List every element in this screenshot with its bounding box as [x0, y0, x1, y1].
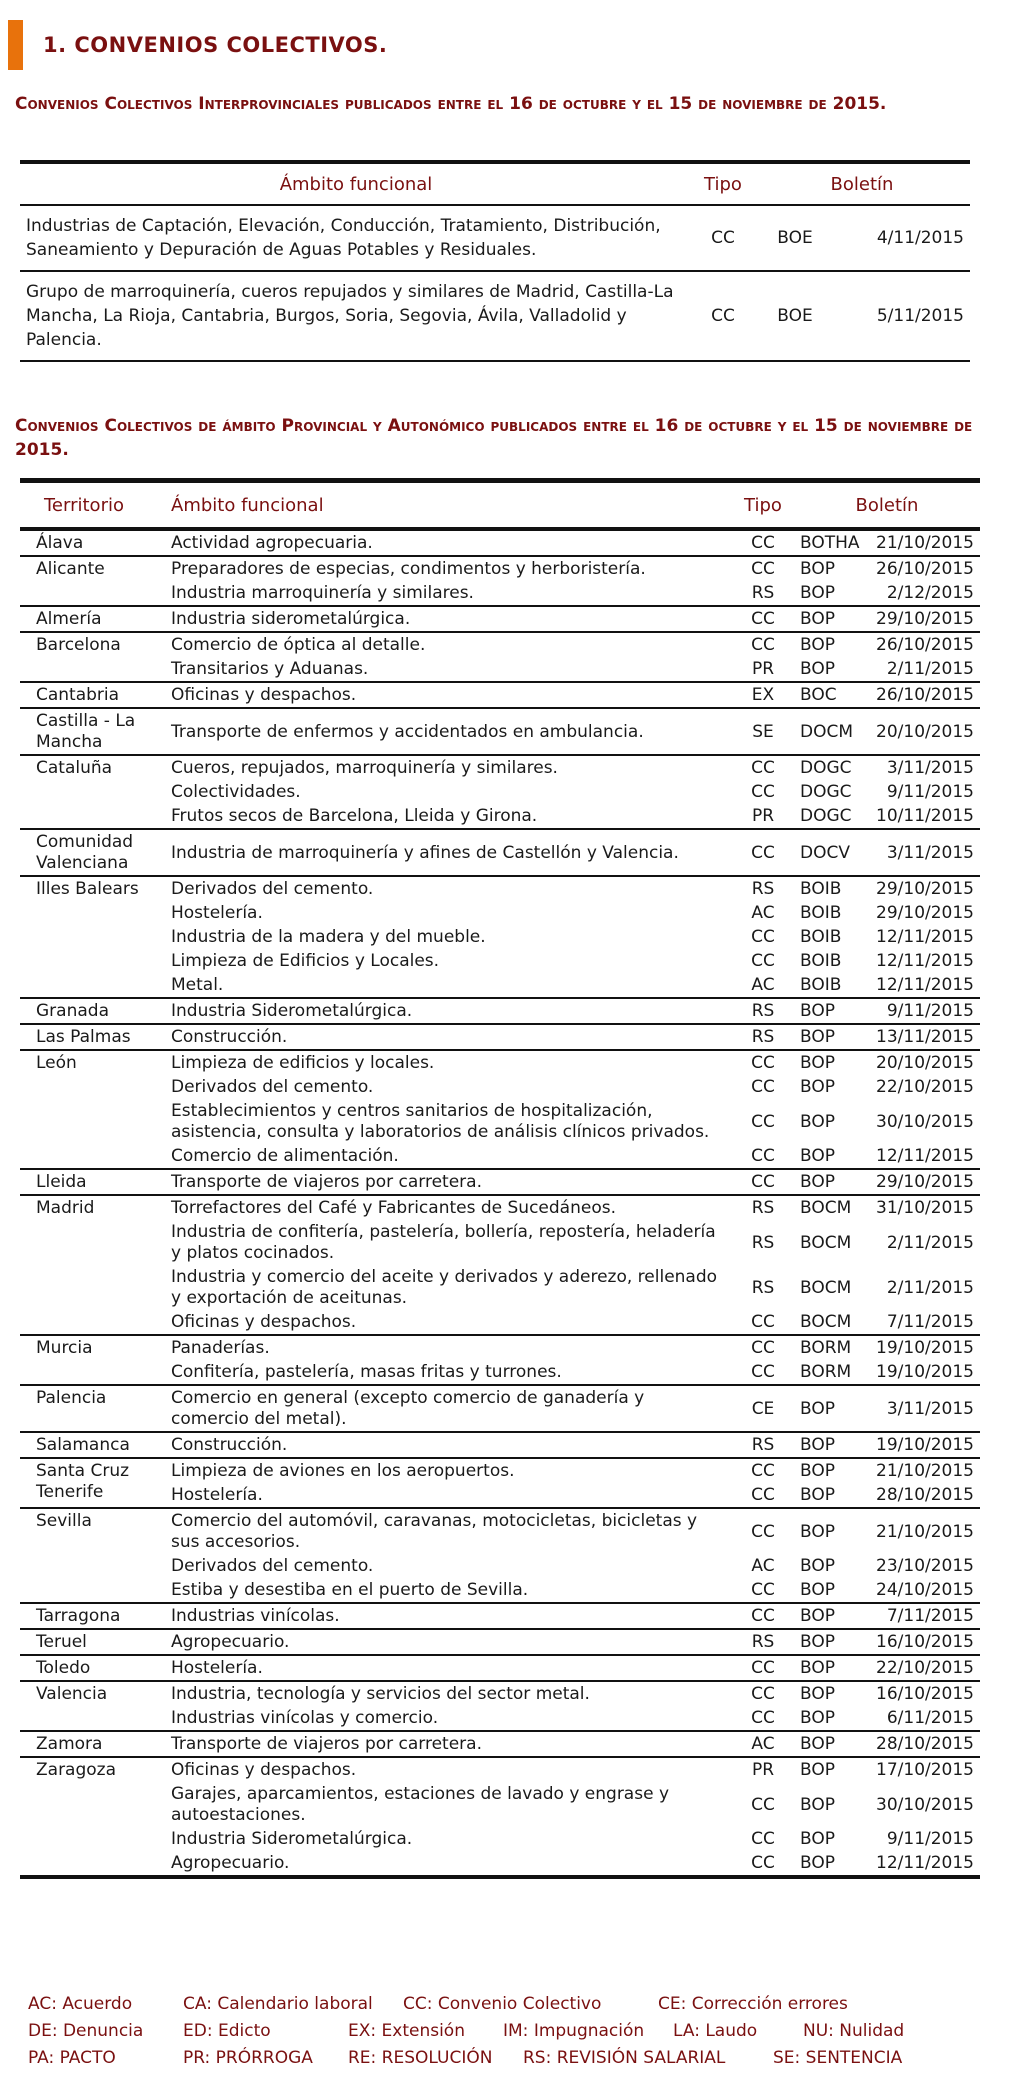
- fecha-cell: 9/11/2015: [886, 1829, 974, 1849]
- fecha-cell: 21/10/2015: [868, 1458, 980, 1483]
- table-row: [20, 556, 980, 581]
- col-boletin-header: Boletín: [754, 162, 970, 205]
- ambito-cell: Industrias vinícolas.: [165, 1603, 732, 1629]
- tipo-cell: AC: [751, 975, 775, 995]
- tipo-cell: CC: [732, 1655, 794, 1681]
- ambito-cell: Colectividades.: [171, 782, 301, 802]
- table-row: [20, 755, 980, 780]
- ambito-cell: Comercio en general (excepto comercio de ganadería y comercio del metal).: [165, 1385, 732, 1432]
- ambito-cell: Industria de marroquinería y afines de Castellón y Valencia.: [165, 829, 732, 876]
- legend-row: [28, 2017, 1008, 2044]
- legend-item: PA: PACTO: [28, 2047, 116, 2068]
- boletin-cell: BOP: [794, 1458, 868, 1483]
- boletin-cell: BOP: [800, 1077, 835, 1097]
- ambito-cell: Transitarios y Aduanas.: [171, 659, 369, 679]
- fecha-cell: 12/11/2015: [876, 1853, 974, 1873]
- boletin-cell: BOIB: [800, 927, 842, 947]
- tipo-cell: CC: [732, 1603, 794, 1629]
- boletin-cell: BOP: [794, 1385, 868, 1432]
- boletin-cell: BOP: [794, 1050, 868, 1075]
- table-row: [20, 708, 980, 755]
- boletin-cell: DOGC: [800, 806, 852, 826]
- territorio-cell: Tarragona: [20, 1603, 165, 1629]
- table-row: [20, 205, 970, 271]
- ambito-cell: Estiba y desestiba en el puerto de Sevilla.: [171, 1580, 529, 1600]
- boletin-cell: BOP: [800, 1485, 835, 1505]
- prov-table: [20, 478, 980, 1879]
- tipo-cell: CC: [751, 927, 775, 947]
- boletin-cell: BOP: [794, 556, 868, 581]
- fecha-cell: 3/11/2015: [868, 829, 980, 876]
- boletin-cell: BOCM: [800, 1312, 852, 1332]
- ambito-cell: Transporte de viajeros por carretera.: [165, 1169, 732, 1195]
- fecha-cell: 30/10/2015: [876, 1111, 974, 1132]
- tipo-cell: AC: [751, 903, 775, 923]
- tipo-cell: CC: [751, 1362, 775, 1382]
- fecha-cell: 19/10/2015: [868, 1335, 980, 1360]
- prov-table-header: [20, 481, 980, 530]
- fecha-cell: 2/12/2015: [886, 583, 974, 603]
- tipo-cell: RS: [732, 998, 794, 1024]
- table-row: [20, 1458, 980, 1483]
- territorio-cell: Las Palmas: [20, 1024, 165, 1050]
- legend-item: DE: Denuncia: [28, 2020, 144, 2041]
- ambito-cell: Construcción.: [165, 1024, 732, 1050]
- tipo-cell: CC: [751, 533, 775, 553]
- boletin-cell: DOGC: [800, 782, 852, 802]
- boletin-cell: BOP: [794, 632, 868, 657]
- tipo-cell: CC: [751, 1485, 775, 1505]
- tipo-cell: CC: [732, 755, 794, 780]
- territorio-cell: León: [20, 1050, 165, 1169]
- tipo-cell: CC: [751, 782, 775, 802]
- boletin-cell: BOP: [800, 1708, 835, 1728]
- boletin-cell: BOP: [794, 1655, 868, 1681]
- tipo-cell: RS: [732, 1432, 794, 1458]
- table-row: [20, 1335, 980, 1360]
- ambito-cell: Comercio de óptica al detalle.: [165, 632, 732, 657]
- fecha-cell: 28/10/2015: [868, 1731, 980, 1757]
- boletin-cell: BOCM: [800, 1277, 852, 1298]
- ambito-cell: Torrefactores del Café y Fabricantes de Sucedáneos.: [165, 1195, 732, 1220]
- tipo-cell: PR: [751, 659, 775, 679]
- table-row: [20, 606, 980, 632]
- ambito-cell: Industria de la madera y del mueble.: [171, 927, 486, 947]
- section-accent-bar: [8, 20, 23, 70]
- fecha-cell: 23/10/2015: [876, 1556, 974, 1576]
- boletin-cell: BOTHA: [800, 533, 860, 553]
- tipo-cell: CC: [732, 556, 794, 581]
- ambito-cell: Limpieza de aviones en los aeropuertos.: [165, 1458, 732, 1483]
- col-tipo-header: Tipo: [692, 162, 754, 205]
- table-row: [20, 1629, 980, 1655]
- table-row: [20, 1195, 980, 1220]
- legend-item: CE: Corrección errores: [658, 1993, 848, 2014]
- boletin-cell: BOCM: [794, 1195, 868, 1220]
- ambito-cell: Industria y comercio del aceite y derivados y aderezo, rellenado y exportación de aceitunas.: [171, 1267, 718, 1308]
- col-ambito-header: Ámbito funcional: [165, 481, 732, 530]
- legend-item: CC: Convenio Colectivo: [403, 1993, 602, 2014]
- table-row: [20, 829, 980, 876]
- fecha-cell: 31/10/2015: [868, 1195, 980, 1220]
- table-row: [20, 1681, 980, 1706]
- boletin-cell: BOIB: [800, 951, 842, 971]
- tipo-cell: CC: [751, 951, 775, 971]
- fecha-cell: 12/11/2015: [876, 927, 974, 947]
- table-row: [20, 271, 970, 361]
- table-row: [20, 1731, 980, 1757]
- section-title: 1. CONVENIOS COLECTIVOS.: [43, 33, 388, 57]
- fecha-cell: 22/10/2015: [868, 1655, 980, 1681]
- boletin-cell: BOP: [800, 1794, 835, 1815]
- ambito-cell: Comercio del automóvil, caravanas, motocicletas, bicicletas y sus accesorios.: [165, 1508, 732, 1554]
- fecha-cell: 19/10/2015: [876, 1362, 974, 1382]
- fecha-cell: 20/10/2015: [868, 708, 980, 755]
- ambito-cell: Industria Siderometalúrgica.: [165, 998, 732, 1024]
- boletin-cell: BOP: [794, 1629, 868, 1655]
- fecha-cell: 9/11/2015: [886, 782, 974, 802]
- boletin-cell: BOP: [794, 1603, 868, 1629]
- ambito-cell: Limpieza de Edificios y Locales.: [171, 951, 440, 971]
- tipo-cell: CE: [732, 1385, 794, 1432]
- territorio-cell: Salamanca: [20, 1432, 165, 1458]
- table-row: [20, 1603, 980, 1629]
- territorio-cell: Lleida: [20, 1169, 165, 1195]
- fecha-cell: 7/11/2015: [886, 1312, 974, 1332]
- boletin-cell: BOP: [800, 1146, 835, 1166]
- boletin-cell: BOE: [754, 271, 836, 361]
- ambito-cell: Actividad agropecuaria.: [171, 533, 373, 553]
- fecha-cell: 29/10/2015: [868, 876, 980, 901]
- table-row: [20, 876, 980, 901]
- legend-item: IM: Impugnación: [503, 2020, 645, 2041]
- table-row: [20, 1024, 980, 1050]
- fecha-cell: 4/11/2015: [876, 228, 964, 248]
- territorio-cell: Álava: [36, 533, 84, 553]
- tipo-cell: CC: [751, 1580, 775, 1600]
- territorio-cell: Barcelona: [20, 632, 165, 682]
- fecha-cell: 22/10/2015: [876, 1077, 974, 1097]
- tipo-cell: SE: [732, 708, 794, 755]
- boletin-cell: BOP: [800, 1829, 835, 1849]
- fecha-cell: 3/11/2015: [868, 1385, 980, 1432]
- tipo-cell: CC: [732, 1050, 794, 1075]
- fecha-cell: 29/10/2015: [868, 1169, 980, 1195]
- fecha-cell: 24/10/2015: [876, 1580, 974, 1600]
- legend-item: PR: PRÓRROGA: [183, 2047, 313, 2068]
- fecha-cell: 6/11/2015: [886, 1708, 974, 1728]
- table-row: [20, 1050, 980, 1075]
- tipo-cell: CC: [692, 271, 754, 361]
- ambito-cell: Hostelería.: [165, 1655, 732, 1681]
- boletin-cell: BOP: [794, 1024, 868, 1050]
- territorio-cell: Cataluña: [20, 755, 165, 829]
- fecha-cell: 26/10/2015: [868, 632, 980, 657]
- tipo-cell: RS: [732, 1629, 794, 1655]
- ambito-cell: Garajes, aparcamientos, estaciones de lavado y engrase y autoestaciones.: [171, 1784, 670, 1825]
- legend-item: RE: RESOLUCIÓN: [348, 2047, 493, 2068]
- territorio-cell: Illes Balears: [20, 876, 165, 998]
- boletin-cell: BOIB: [794, 876, 868, 901]
- tipo-cell: CC: [751, 1111, 775, 1132]
- ambito-cell: Hostelería.: [171, 1485, 263, 1505]
- ambito-cell: Industria de confitería, pastelería, bollería, repostería, heladería y platos cocinados.: [171, 1222, 716, 1263]
- tipo-cell: CC: [732, 1169, 794, 1195]
- abbreviation-legend: [28, 1990, 1008, 2071]
- fecha-cell: 16/10/2015: [868, 1681, 980, 1706]
- fecha-cell: 2/11/2015: [886, 659, 974, 679]
- fecha-cell: 2/11/2015: [886, 1232, 974, 1253]
- ambito-cell: Hostelería.: [171, 903, 263, 923]
- ambito-cell: Limpieza de edificios y locales.: [165, 1050, 732, 1075]
- territorio-cell: Santa Cruz Tenerife: [20, 1458, 165, 1508]
- fecha-cell: 9/11/2015: [868, 998, 980, 1024]
- tipo-cell: CC: [751, 1853, 775, 1873]
- boletin-cell: BOE: [777, 228, 813, 248]
- boletin-cell: BOIB: [800, 903, 842, 923]
- fecha-cell: 26/10/2015: [868, 556, 980, 581]
- tipo-cell: CC: [751, 1146, 775, 1166]
- ambito-cell: Comercio de alimentación.: [171, 1146, 399, 1166]
- territorio-cell: Valencia: [20, 1681, 165, 1731]
- table-row: [20, 1655, 980, 1681]
- inter-table: [20, 160, 970, 362]
- table-row: [20, 1757, 980, 1782]
- legend-item: RS: REVISIÓN SALARIAL: [523, 2047, 726, 2068]
- territorio-cell: Granada: [20, 998, 165, 1024]
- tipo-cell: CC: [751, 1829, 775, 1849]
- territorio-cell: Cantabria: [20, 682, 165, 708]
- ambito-cell: Industria Siderometalúrgica.: [171, 1829, 413, 1849]
- ambito-cell: Industria marroquinería y similares.: [171, 583, 474, 603]
- legend-item: AC: Acuerdo: [28, 1993, 133, 2014]
- table-row: [20, 1169, 980, 1195]
- territorio-cell: Almería: [20, 606, 165, 632]
- boletin-cell: DOCV: [794, 829, 868, 876]
- boletin-cell: BOP: [800, 1556, 835, 1576]
- ambito-cell: Transporte de viajeros por carretera.: [165, 1731, 732, 1757]
- tipo-cell: RS: [732, 1195, 794, 1220]
- fecha-cell: 10/11/2015: [876, 806, 974, 826]
- ambito-cell: Industrias vinícolas y comercio.: [171, 1708, 439, 1728]
- legend-item: CA: Calendario laboral: [183, 1993, 373, 2014]
- boletin-cell: BOP: [794, 606, 868, 632]
- ambito-cell: Industrias de Captación, Elevación, Conducción, Tratamiento, Distribución, Saneamiento y Depuración de Aguas Potables y Residuales.: [26, 216, 661, 260]
- territorio-cell: Madrid: [20, 1195, 165, 1335]
- table-row: [20, 632, 980, 657]
- fecha-cell: 12/11/2015: [876, 1146, 974, 1166]
- ambito-cell: Derivados del cemento.: [165, 876, 732, 901]
- legend-item: EX: Extensión: [348, 2020, 465, 2041]
- boletin-cell: BOCM: [800, 1232, 852, 1253]
- boletin-cell: BOP: [794, 1432, 868, 1458]
- legend-item: LA: Laudo: [673, 2020, 758, 2041]
- boletin-cell: BOP: [794, 1681, 868, 1706]
- tipo-cell: CC: [751, 1794, 775, 1815]
- ambito-cell: Agropecuario.: [171, 1853, 290, 1873]
- territorio-cell: Sevilla: [20, 1508, 165, 1603]
- territorio-cell: Zamora: [20, 1731, 165, 1757]
- territorio-cell: Toledo: [20, 1655, 165, 1681]
- boletin-cell: BOP: [794, 998, 868, 1024]
- fecha-cell: 29/10/2015: [876, 903, 974, 923]
- tipo-cell: CC: [751, 1312, 775, 1332]
- boletin-cell: BOIB: [800, 975, 842, 995]
- legend-item: ED: Edicto: [183, 2020, 271, 2041]
- ambito-cell: Cueros, repujados, marroquinería y similares.: [165, 755, 732, 780]
- boletin-cell: DOGC: [794, 755, 868, 780]
- fecha-cell: 3/11/2015: [868, 755, 980, 780]
- table-row: [20, 1432, 980, 1458]
- ambito-cell: Oficinas y despachos.: [165, 682, 732, 708]
- ambito-cell: Derivados del cemento.: [171, 1077, 374, 1097]
- tipo-cell: CC: [732, 606, 794, 632]
- fecha-cell: 16/10/2015: [868, 1629, 980, 1655]
- fecha-cell: 17/10/2015: [868, 1757, 980, 1782]
- fecha-cell: 5/11/2015: [836, 271, 970, 361]
- col-ambito-header: Ámbito funcional: [20, 162, 692, 205]
- tipo-cell: RS: [751, 1277, 775, 1298]
- tipo-cell: CC: [732, 1681, 794, 1706]
- ambito-cell: Establecimientos y centros sanitarios de hospitalización, asistencia, consulta y laboratorios de análisis clínicos privados.: [171, 1101, 710, 1142]
- fecha-cell: 21/10/2015: [876, 533, 974, 553]
- col-territorio-header: Territorio: [20, 481, 165, 530]
- boletin-cell: BOP: [800, 583, 835, 603]
- boletin-cell: BOP: [800, 1580, 835, 1600]
- ambito-cell: Industria, tecnología y servicios del sector metal.: [165, 1681, 732, 1706]
- boletin-cell: BOP: [794, 1757, 868, 1782]
- ambito-cell: Construcción.: [165, 1432, 732, 1458]
- table-row: [20, 998, 980, 1024]
- territorio-cell: Comunidad Valenciana: [20, 829, 165, 876]
- tipo-cell: RS: [751, 583, 775, 603]
- territorio-cell: Teruel: [20, 1629, 165, 1655]
- fecha-cell: 19/10/2015: [868, 1432, 980, 1458]
- fecha-cell: 29/10/2015: [868, 606, 980, 632]
- boletin-cell: BOP: [794, 1508, 868, 1554]
- tipo-cell: CC: [732, 632, 794, 657]
- ambito-cell: Oficinas y despachos.: [171, 1312, 357, 1332]
- territorio-cell: Alicante: [20, 556, 165, 606]
- legend-item: SE: SENTENCIA: [773, 2047, 903, 2068]
- tipo-cell: CC: [751, 1077, 775, 1097]
- fecha-cell: 12/11/2015: [876, 975, 974, 995]
- legend-row: [28, 1990, 1008, 2017]
- tipo-cell: CC: [732, 1508, 794, 1554]
- boletin-cell: BOP: [800, 1853, 835, 1873]
- ambito-cell: Grupo de marroquinería, cueros repujados y similares de Madrid, Castilla-La Mancha, La Rioja, Cantabria, Burgos, Soria, Segovia, Ávila, Valladolid y Palencia.: [20, 271, 692, 361]
- ambito-cell: Metal.: [171, 975, 224, 995]
- tipo-cell: CC: [732, 829, 794, 876]
- territorio-cell: Castilla - La Mancha: [20, 708, 165, 755]
- ambito-cell: Oficinas y despachos.: [165, 1757, 732, 1782]
- fecha-cell: 21/10/2015: [868, 1508, 980, 1554]
- boletin-cell: BOP: [794, 1169, 868, 1195]
- ambito-cell: Panaderías.: [165, 1335, 732, 1360]
- tipo-cell: AC: [751, 1556, 775, 1576]
- tipo-cell: CC: [751, 1708, 775, 1728]
- tipo-cell: RS: [732, 876, 794, 901]
- fecha-cell: 12/11/2015: [876, 951, 974, 971]
- tipo-cell: PR: [751, 806, 775, 826]
- fecha-cell: 2/11/2015: [886, 1277, 974, 1298]
- prov-heading: Convenios Colectivos de ámbito Provincial y Autonómico publicados entre el 16 de octubre y el 15 de noviembre de 2015.: [15, 416, 973, 460]
- fecha-cell: 30/10/2015: [876, 1794, 974, 1815]
- boletin-cell: BOP: [794, 1731, 868, 1757]
- territorio-cell: Palencia: [20, 1385, 165, 1432]
- ambito-cell: Industria siderometalúrgica.: [165, 606, 732, 632]
- boletin-cell: BOP: [800, 659, 835, 679]
- tipo-cell: AC: [732, 1731, 794, 1757]
- table-row: [20, 682, 980, 708]
- ambito-cell: Confitería, pastelería, masas fritas y turrones.: [171, 1362, 562, 1382]
- ambito-cell: Derivados del cemento.: [171, 1556, 374, 1576]
- tipo-cell: CC: [711, 228, 735, 248]
- tipo-cell: CC: [732, 1458, 794, 1483]
- boletin-cell: BOP: [800, 1111, 835, 1132]
- tipo-cell: RS: [751, 1232, 775, 1253]
- col-tipo-header: Tipo: [732, 481, 794, 530]
- col-boletin-header: Boletín: [794, 481, 980, 530]
- territorio-cell: Murcia: [20, 1335, 165, 1385]
- ambito-cell: Transporte de enfermos y accidentados en ambulancia.: [165, 708, 732, 755]
- table-row: [20, 1385, 980, 1432]
- fecha-cell: 13/11/2015: [868, 1024, 980, 1050]
- ambito-cell: Frutos secos de Barcelona, Lleida y Girona.: [171, 806, 538, 826]
- legend-item: NU: Nulidad: [803, 2020, 905, 2041]
- tipo-cell: RS: [732, 1024, 794, 1050]
- tipo-cell: CC: [732, 1335, 794, 1360]
- boletin-cell: DOCM: [794, 708, 868, 755]
- fecha-cell: 26/10/2015: [868, 682, 980, 708]
- fecha-cell: 28/10/2015: [876, 1485, 974, 1505]
- fecha-cell: 7/11/2015: [868, 1603, 980, 1629]
- territorio-cell: Zaragoza: [20, 1757, 165, 1877]
- boletin-cell: BOC: [794, 682, 868, 708]
- table-row: [20, 1508, 980, 1554]
- ambito-cell: Preparadores de especias, condimentos y herboristería.: [165, 556, 732, 581]
- inter-table-header: [20, 162, 970, 205]
- section-header: [8, 20, 387, 70]
- legend-row: [28, 2044, 1008, 2071]
- fecha-cell: 20/10/2015: [868, 1050, 980, 1075]
- tipo-cell: PR: [732, 1757, 794, 1782]
- table-row: [20, 529, 980, 556]
- boletin-cell: BORM: [800, 1362, 852, 1382]
- inter-heading: Convenios Colectivos Interprovinciales publicados entre el 16 de octubre y el 15 de noviembre de 2015.: [15, 94, 887, 114]
- boletin-cell: BORM: [794, 1335, 868, 1360]
- tipo-cell: EX: [732, 682, 794, 708]
- ambito-cell: Agropecuario.: [165, 1629, 732, 1655]
